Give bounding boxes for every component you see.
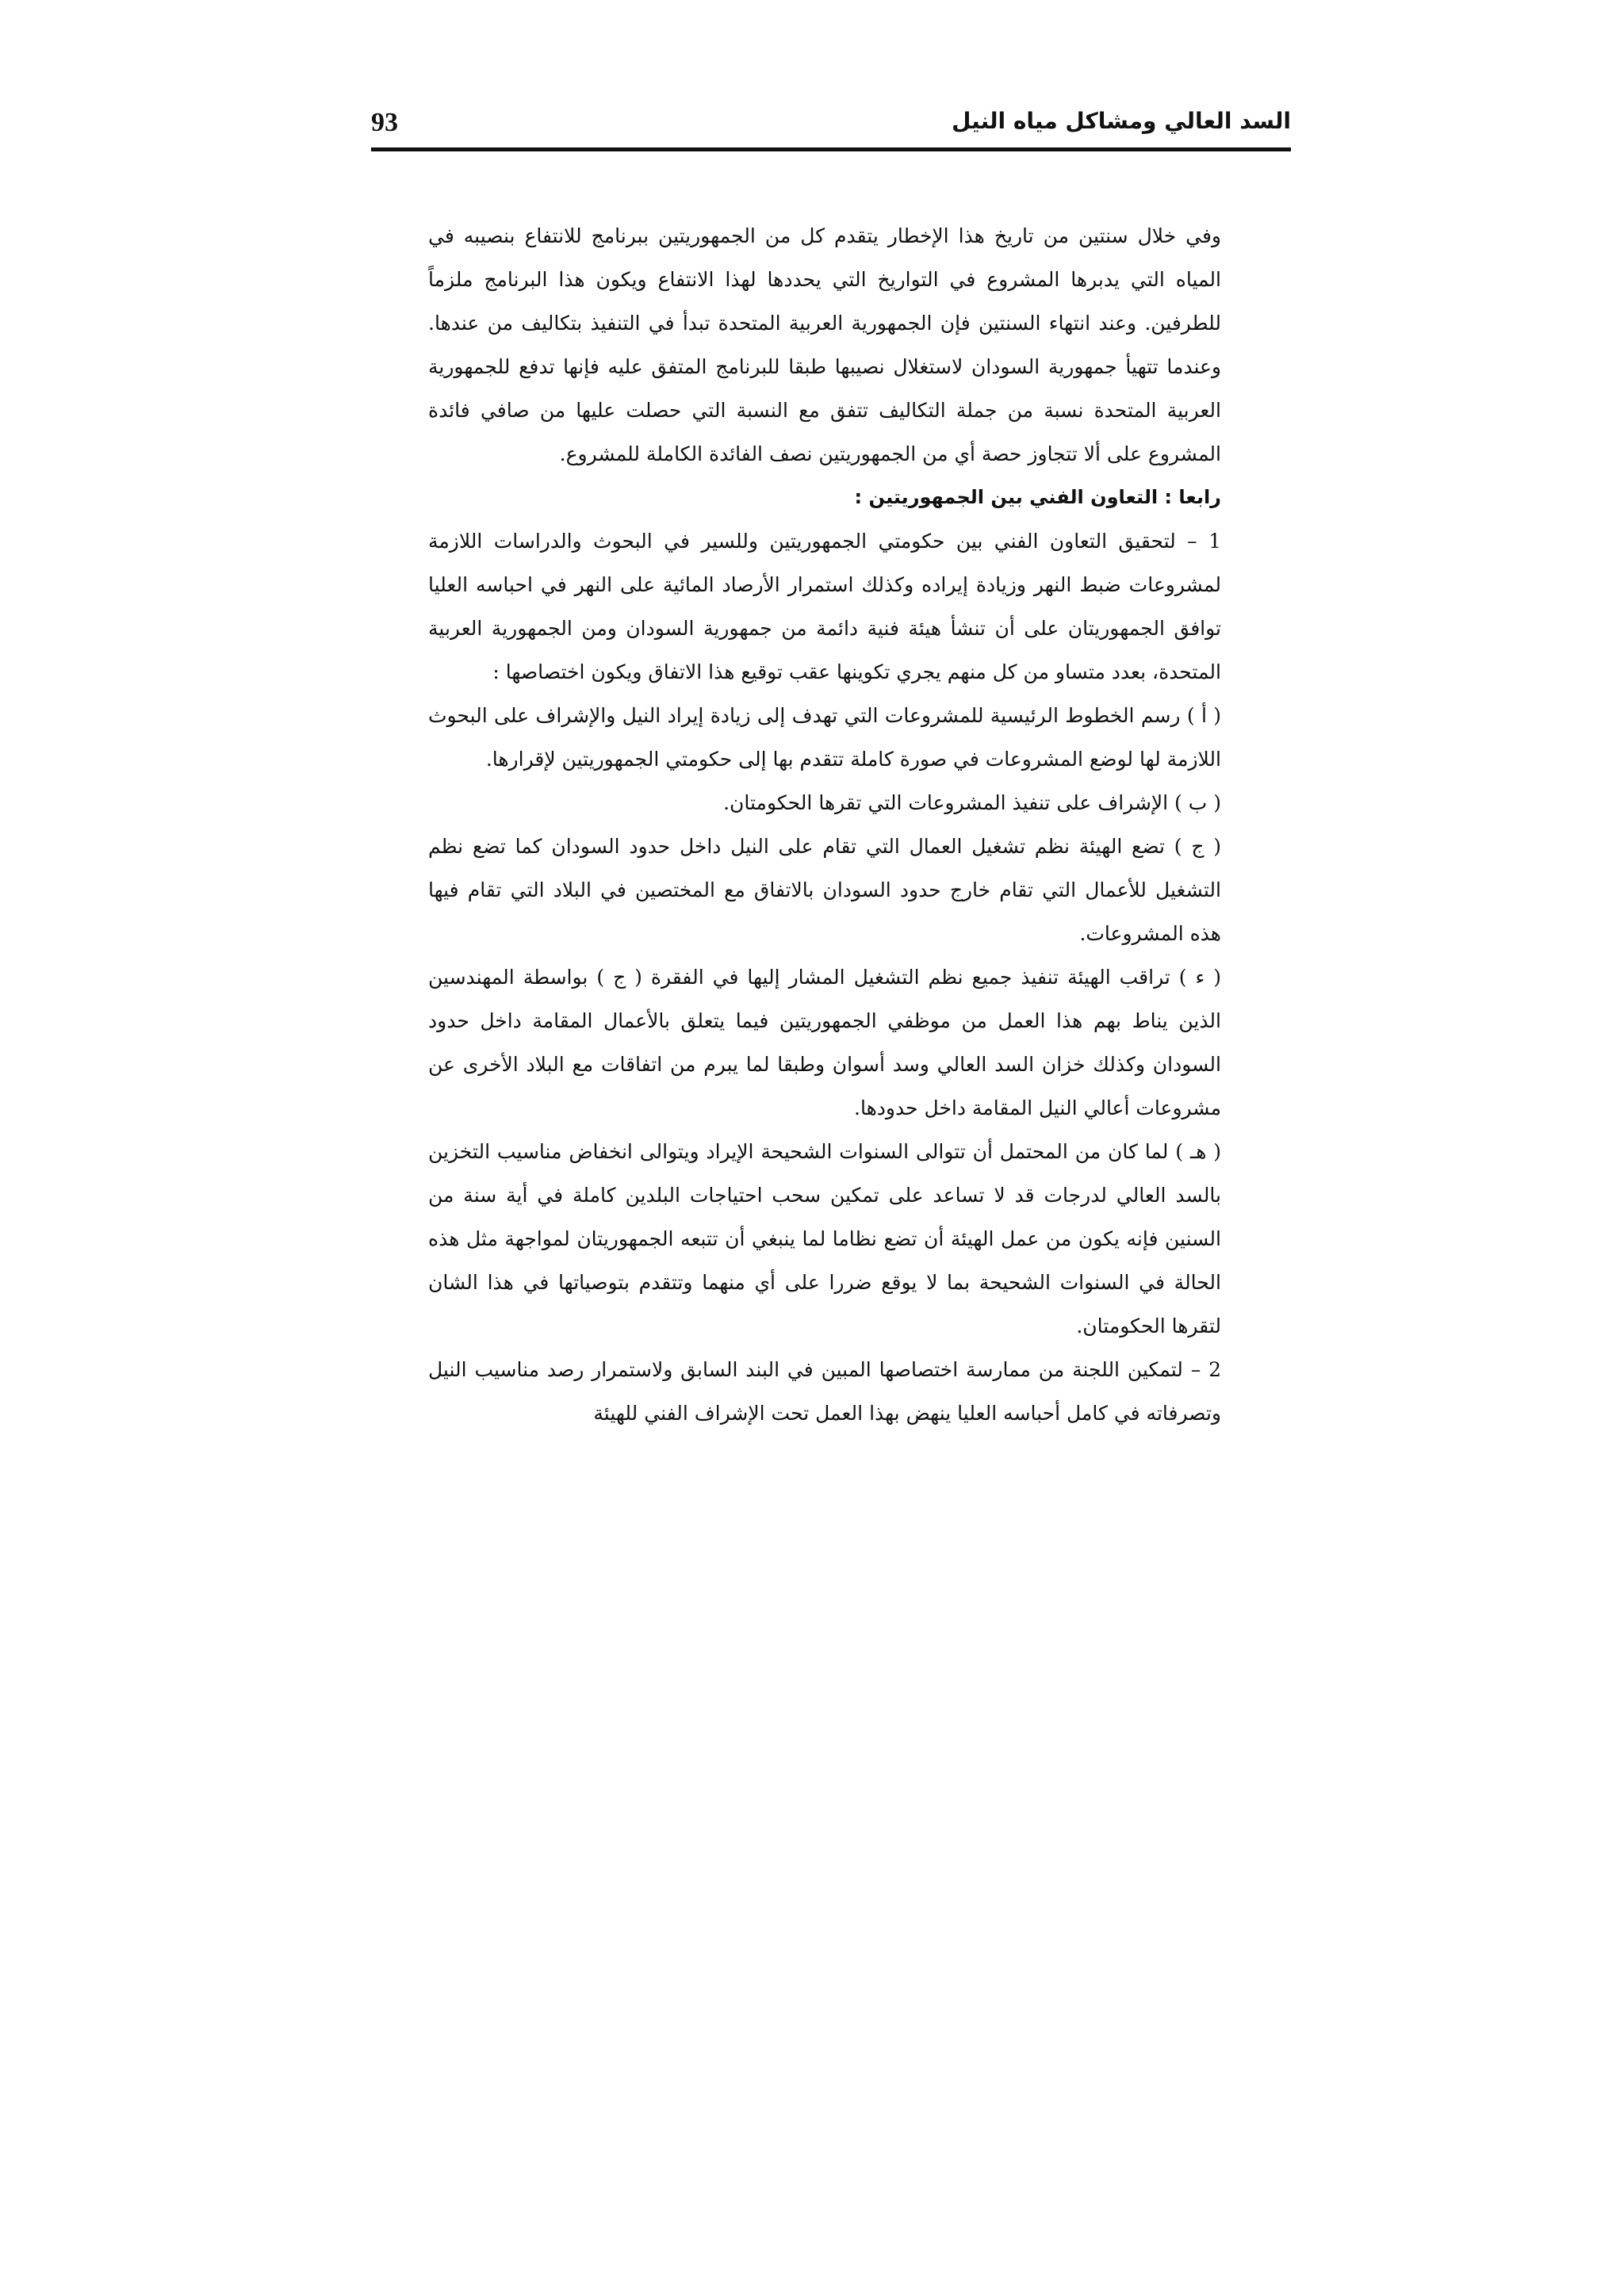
paragraph-item-d: ( ء ) تراقب الهيئة تنفيذ جميع نظم التشغيل المشار إليها في الفقرة ( ج ) بواسطة المهندسين الذين يناط بهم هذا العمل من موظفي الجمهوريتين فيما يتعلق بالأعمال المقامة داخل حدود السودان وكذلك خزان السد العالي وسد أسوان وطبقا لما يبرم من اتفاقات مع البلاد الأخرى عن مشروعات أعالي النيل المقامة داخل حدودها. (428, 966, 1221, 1119)
page-header (371, 101, 1291, 149)
paragraph-item-a: ( أ ) رسم الخطوط الرئيسية للمشروعات التي تهدف إلى زيادة إيراد النيل والإشراف على البحوث اللازمة لها لوضع المشروعات في صورة كاملة تتقدم بها إلى حكومتي الجمهوريتين لإقرارها. (428, 704, 1221, 771)
section-heading-technical-cooperation: رابعا : التعاون الفني بين الجمهوريتين : (854, 486, 1221, 508)
running-header-title: السد العالي ومشاكل مياه النيل (952, 108, 1291, 134)
paragraph-clause-1: 1 – لتحقيق التعاون الفني بين حكومتي الجمهوريتين وللسير في البحوث والدراسات اللازمة لمشروعات ضبط النهر وزيادة إيراده وكذلك استمرار الأرصاد المائية على النهر في احباسه العليا توافق الجمهوريتان على أن تنشأ هيئة فنية دائمة من جمهورية السودان ومن الجمهورية العربية المتحدة، بعدد متساو من كل منهم يجري تكوينها عقب توقيع هذا الاتفاق ويكون اختصاصها : (428, 530, 1221, 683)
paragraph-clause-2: 2 – لتمكين اللجنة من ممارسة اختصاصها المبين في البند السابق ولاستمرار رصد مناسيب النيل وتصرفاته في كامل أحباسه العليا ينهض بهذا العمل تحت الإشراف الفني للهيئة (428, 1358, 1221, 1425)
body-text (428, 214, 1221, 1435)
paragraph-program-notice: وفي خلال سنتين من تاريخ هذا الإخطار يتقدم كل من الجمهوريتين ببرنامج للانتفاع بنصيبه في المياه التي يدبرها المشروع في التواريخ التي يحددها لهذا الانتفاع ويكون هذا البرنامج ملزماً للطرفين. وعند انتهاء السنتين فإن الجمهورية العربية المتحدة تبدأ في التنفيذ بتكاليف من عندها. وعندما تتهيأ جمهورية السودان لاستغلال نصيبها طبقا للبرنامج المتفق عليه فإنها تدفع للجمهورية العربية المتحدة نسبة من جملة التكاليف تتفق مع النسبة التي حصلت عليها من صافي فائدة المشروع على ألا تتجاوز حصة أي من الجمهوريتين نصف الفائدة الكاملة للمشروع. (428, 224, 1222, 465)
paragraph-item-e: ( هـ ) لما كان من المحتمل أن تتوالى السنوات الشحيحة الإيراد ويتوالى انخفاض مناسيب التخزين بالسد العالي لدرجات قد لا تساعد على تمكين سحب احتياجات البلدين كاملة في أية سنة من السنين فإنه يكون من عمل الهيئة أن تضع نظاما لما ينبغي أن تتبعه الجمهوريتان لمواجهة مثل هذه الحالة في السنوات الشحيحة بما لا يوقع ضررا على أي منهما وتتقدم بتوصياتها في هذا الشان لتقرها الحكومتان. (428, 1140, 1221, 1337)
header-divider (371, 147, 1291, 151)
page-number: 93 (371, 108, 398, 137)
paragraph-item-c: ( ج ) تضع الهيئة نظم تشغيل العمال التي تقام على النيل داخل حدود السودان كما تضع نظم التشغيل للأعمال التي تقام خارج حدود السودان بالاتفاق مع المختصين في البلاد التي تقام فيها هذه المشروعات. (428, 835, 1221, 945)
paragraph-item-b: ( ب ) الإشراف على تنفيذ المشروعات التي تقرها الحكومتان. (723, 791, 1221, 814)
